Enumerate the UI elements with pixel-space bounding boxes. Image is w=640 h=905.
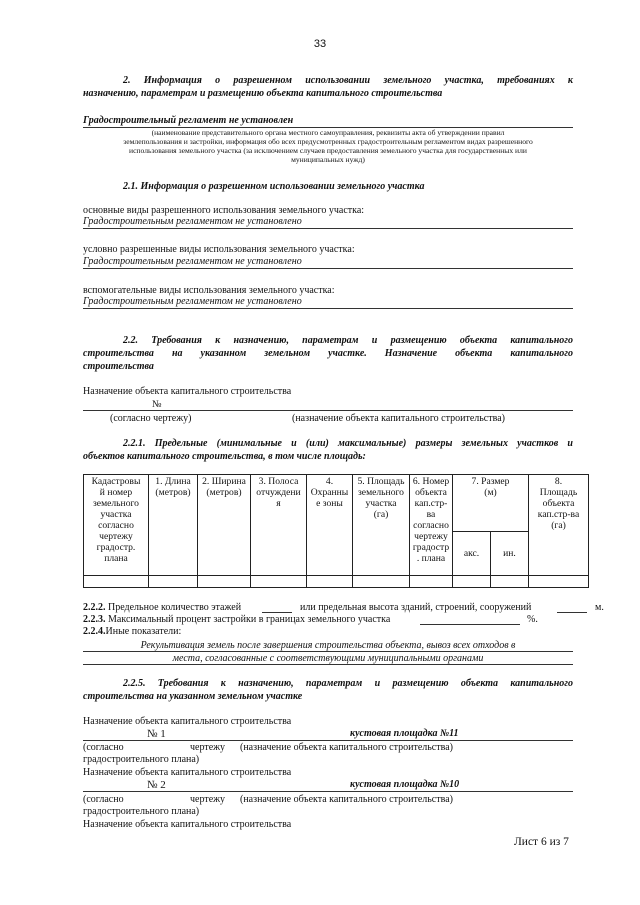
- use-auxiliary-underline: [83, 308, 573, 309]
- th-size-max: акс.: [453, 532, 491, 576]
- th-size: 7. Размер (м): [453, 475, 529, 532]
- regulation-caption: (наименование представительного органа местного самоуправления, реквизиты акта об утверждении правил землепользования и застройки, информация обо всех предусмотренных градостроительным регламентом видах разрешенного использования земельного участка (за исключением случаев предоставления земельного участка для государственных или муниципальных нужд): [123, 128, 533, 164]
- table-cell: [198, 576, 251, 588]
- object-2-caption-d: градостроительного плана): [83, 806, 200, 817]
- section-2-2-title-line2: строительства на указанном земельном участке. Назначение объекта капитального: [83, 348, 573, 359]
- object-1-number: № 1: [147, 728, 166, 740]
- other-value-line1: Рекультивация земель после завершения строительства объекта, вывоз всех отходов в: [140, 640, 516, 651]
- table-row: [84, 576, 589, 588]
- section-2-2-5-title-line1: 2.2.5. Требования к назначению, параметрам и размещению объекта капитального: [123, 678, 573, 689]
- purpose-number-sign: №: [152, 399, 162, 410]
- table-cell: [251, 576, 307, 588]
- table-cell: [84, 576, 149, 588]
- caption-drawing: (согласно чертежу): [110, 413, 192, 424]
- section-2-1-title: 2.1. Информация о разрешенном использовании земельного участка: [123, 181, 425, 192]
- use-conditional-value: Градостроительным регламентом не установлено: [83, 256, 302, 267]
- object-2-number: № 2: [147, 779, 166, 791]
- th-plot-area: 5. Площадь земельного участка (га): [353, 475, 410, 576]
- object-2-value: кустовая площадка №10: [350, 779, 460, 790]
- sizes-table: [83, 474, 589, 588]
- use-conditional-underline: [83, 268, 573, 269]
- object-2-caption-c: (назначение объекта капитального строительства): [240, 794, 453, 805]
- th-object-area: 8. Площадь объекта кап.стр-ва (га): [529, 475, 589, 576]
- table-cell: [307, 576, 353, 588]
- object-2-underline: [83, 791, 573, 792]
- object-1-caption-a: (согласно: [83, 742, 124, 753]
- table-cell: [149, 576, 198, 588]
- th-width: 2. Ширина (метров): [198, 475, 251, 576]
- other-underline-1: [83, 651, 573, 652]
- page-number: 33: [313, 38, 327, 50]
- object-2-caption-b: чертежу: [190, 794, 226, 805]
- use-auxiliary-label: вспомогательные виды использования земельного участка:: [83, 285, 335, 296]
- p-2-2-2: 2.2.2. Предельное количество этажей: [83, 602, 242, 613]
- section-2-2-1-title-line1: 2.2.1. Предельные (минимальные и (или) максимальные) размеры земельных участков и: [123, 438, 573, 449]
- p-2-2-3-unit: %.: [527, 614, 538, 625]
- coverage-blank: [420, 624, 520, 625]
- th-protected-zones: 4. Охранны е зоны: [307, 475, 353, 576]
- other-underline-2: [83, 664, 573, 665]
- regulation-value: Градостроительный регламент не установлен: [83, 115, 294, 126]
- th-cadastral: Кадастровы й номер земельного участка согласно чертежу градостр. плана: [84, 475, 149, 576]
- section-2-2-title-line3: строительства: [83, 361, 154, 372]
- object-2-label: Назначение объекта капитального строительства: [83, 767, 292, 778]
- use-main-underline: [83, 228, 573, 229]
- table-cell: [353, 576, 410, 588]
- purpose-label: Назначение объекта капитального строительства: [83, 386, 292, 397]
- p-2-2-2-height: или предельная высота зданий, строений, сооружений: [300, 602, 532, 613]
- th-length: 1. Длина (метров): [149, 475, 198, 576]
- object-1-label: Назначение объекта капитального строительства: [83, 716, 292, 727]
- table-cell: [529, 576, 589, 588]
- section-2-2-1-title-line2: объектов капитального строительства, в том числе площадь:: [83, 451, 366, 462]
- object-1-underline: [83, 740, 573, 741]
- object-3-label: Назначение объекта капитального строительства: [83, 819, 292, 830]
- floors-blank: [262, 612, 292, 613]
- sheet-number: Лист 6 из 7: [514, 836, 569, 848]
- object-1-caption-c: (назначение объекта капитального строительства): [240, 742, 453, 753]
- section-2-title-line2: назначению, параметрам и размещению объекта капитального строительства: [83, 88, 443, 99]
- section-2-2-5-title-line2: строительства на указанном земельном участке: [83, 691, 303, 702]
- use-main-label: основные виды разрешенного использования земельного участка:: [83, 205, 365, 216]
- other-value-line2: места, согласованные с соответствующими муниципальными органами: [172, 653, 484, 664]
- purpose-underline: [83, 410, 573, 411]
- th-object-number: 6. Номер объекта кап.стр- ва согласно чертежу градостр . плана: [410, 475, 453, 576]
- object-1-caption-d: градостроительного плана): [83, 754, 200, 765]
- use-auxiliary-value: Градостроительным регламентом не установлено: [83, 296, 302, 307]
- p-2-2-2-unit: м.: [595, 602, 604, 613]
- table-cell: [491, 576, 529, 588]
- use-conditional-label: условно разрешенные виды использования земельного участка:: [83, 244, 355, 255]
- th-size-min: ин.: [491, 532, 529, 576]
- object-2-caption-a: (согласно: [83, 794, 124, 805]
- object-1-caption-b: чертежу: [190, 742, 226, 753]
- th-alienation-strip: 3. Полоса отчуждени я: [251, 475, 307, 576]
- table-cell: [410, 576, 453, 588]
- object-1-value: кустовая площадка №11: [350, 728, 459, 739]
- table-cell: [453, 576, 491, 588]
- use-main-value: Градостроительным регламентом не установлено: [83, 216, 302, 227]
- caption-purpose: (назначение объекта капитального строительства): [292, 413, 505, 424]
- p-2-2-3: 2.2.3. Максимальный процент застройки в границах земельного участка: [83, 614, 391, 625]
- section-2-title-line1: 2. Информация о разрешенном использовании земельного участка, требованиях к: [123, 75, 573, 86]
- height-blank: [557, 612, 587, 613]
- section-2-2-title-line1: 2.2. Требования к назначению, параметрам и размещению объекта капитального: [123, 335, 573, 346]
- p-2-2-4: 2.2.4.Иные показатели:: [83, 626, 182, 637]
